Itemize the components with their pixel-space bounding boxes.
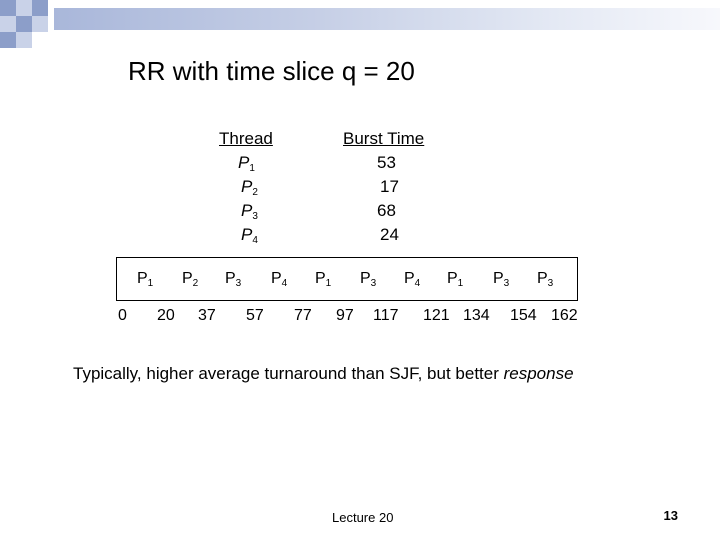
gantt-time-label: 134 (463, 307, 490, 324)
gantt-chart (116, 257, 578, 301)
page-number: 13 (663, 508, 678, 523)
gantt-time-label: 121 (423, 307, 450, 324)
slide-title: RR with time slice q = 20 (128, 56, 415, 86)
decor-square (16, 16, 32, 32)
gantt-segment: $P_3$ (225, 270, 242, 289)
gantt-segment: $P_3$ (537, 270, 554, 289)
burst-cell: 68 (377, 201, 396, 220)
burst-cell: 53 (377, 153, 396, 172)
gantt-time-label: 97 (336, 307, 354, 324)
decor-square (0, 0, 16, 16)
decor-square (16, 0, 32, 16)
decor-square (0, 32, 16, 48)
burst-time-header: Burst Time (343, 129, 425, 148)
thread-cell: $P_4$ (241, 225, 258, 246)
gantt-time-label: 57 (246, 307, 264, 324)
caption: Typically, higher average turnaround than SJF, but better response (73, 364, 574, 383)
thread-cell: $P_3$ (241, 201, 258, 222)
header-gradient-band (54, 8, 720, 30)
thread-header: Thread (219, 129, 273, 148)
gantt-time-label: 20 (157, 307, 175, 324)
gantt-time-label: 0 (118, 307, 127, 324)
thread-cell: $P_1$ (238, 153, 255, 174)
gantt-segment: $P_2$ (182, 270, 199, 289)
decor-square (32, 0, 48, 16)
footer-lecture: Lecture 20 (332, 510, 394, 525)
thread-cell: $P_2$ (241, 177, 258, 198)
gantt-segment: $P_4$ (404, 270, 421, 289)
decor-square (16, 32, 32, 48)
gantt-segment: $P_1$ (447, 270, 464, 289)
gantt-segment: $P_4$ (271, 270, 288, 289)
gantt-time-label: 154 (510, 307, 537, 324)
burst-cell: 17 (380, 177, 399, 196)
gantt-segment: $P_1$ (137, 270, 154, 289)
gantt-time-label: 77 (294, 307, 312, 324)
gantt-segment: $P_3$ (493, 270, 510, 289)
decor-square (0, 16, 16, 32)
gantt-segment: $P_1$ (315, 270, 332, 289)
burst-cell: 24 (380, 225, 399, 244)
gantt-segment: $P_3$ (360, 270, 377, 289)
gantt-time-label: 162 (551, 307, 578, 324)
gantt-time-label: 37 (198, 307, 216, 324)
decor-square (32, 16, 48, 32)
gantt-time-label: 117 (373, 307, 399, 324)
